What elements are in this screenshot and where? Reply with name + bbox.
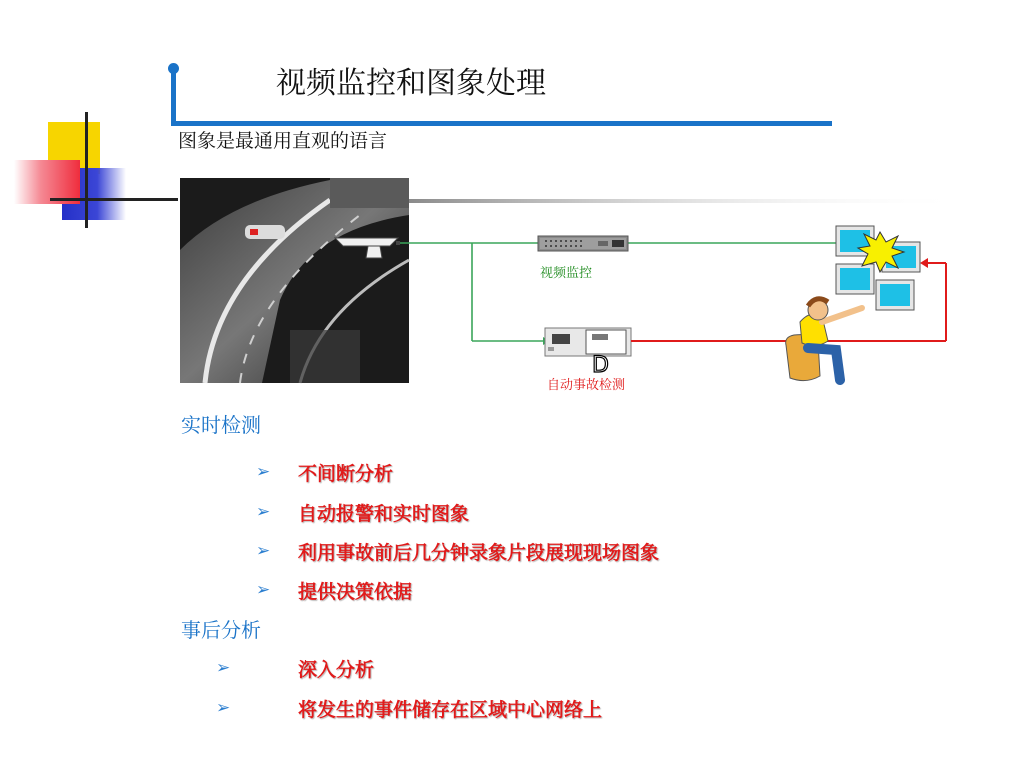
bullet-arrow-icon: ➢ <box>256 580 271 600</box>
bullet-arrow-icon: ➢ <box>256 462 271 482</box>
video-monitoring-label: 视频监控 <box>540 266 593 281</box>
dvr-device-icon <box>538 236 628 251</box>
tunnel-camera-image <box>180 178 409 383</box>
bullet-arrow-icon: ➢ <box>256 502 271 522</box>
bullet-item: 不间断分析 <box>298 463 394 485</box>
operator-person-icon <box>786 299 862 381</box>
bullet-arrow-icon: ➢ <box>216 658 231 678</box>
page-title: 视频监控和图象处理 <box>276 66 546 101</box>
computer-icon <box>545 328 631 356</box>
bullet-item: 利用事故前后几分钟录象片段展现现场图象 <box>298 542 660 564</box>
bullet-arrow-icon: ➢ <box>216 698 231 718</box>
page-subtitle: 图象是最通用直观的语言 <box>178 130 388 152</box>
green-connectors <box>400 243 836 341</box>
section-heading-postanalysis: 事后分析 <box>181 618 261 642</box>
device-glyph: D <box>592 353 609 378</box>
bullet-item: 深入分析 <box>298 659 375 681</box>
bullet-item: 自动报警和实时图象 <box>298 503 470 525</box>
bullet-item: 提供决策依据 <box>298 581 413 603</box>
monitor-wall-icon <box>836 226 920 310</box>
bullet-item: 将发生的事件储存在区域中心网络上 <box>298 699 603 721</box>
bullet-arrow-icon: ➢ <box>256 541 271 561</box>
section-heading-realtime: 实时检测 <box>181 413 261 437</box>
fading-rule <box>408 199 968 203</box>
incident-detection-label: 自动事故检测 <box>547 378 626 393</box>
